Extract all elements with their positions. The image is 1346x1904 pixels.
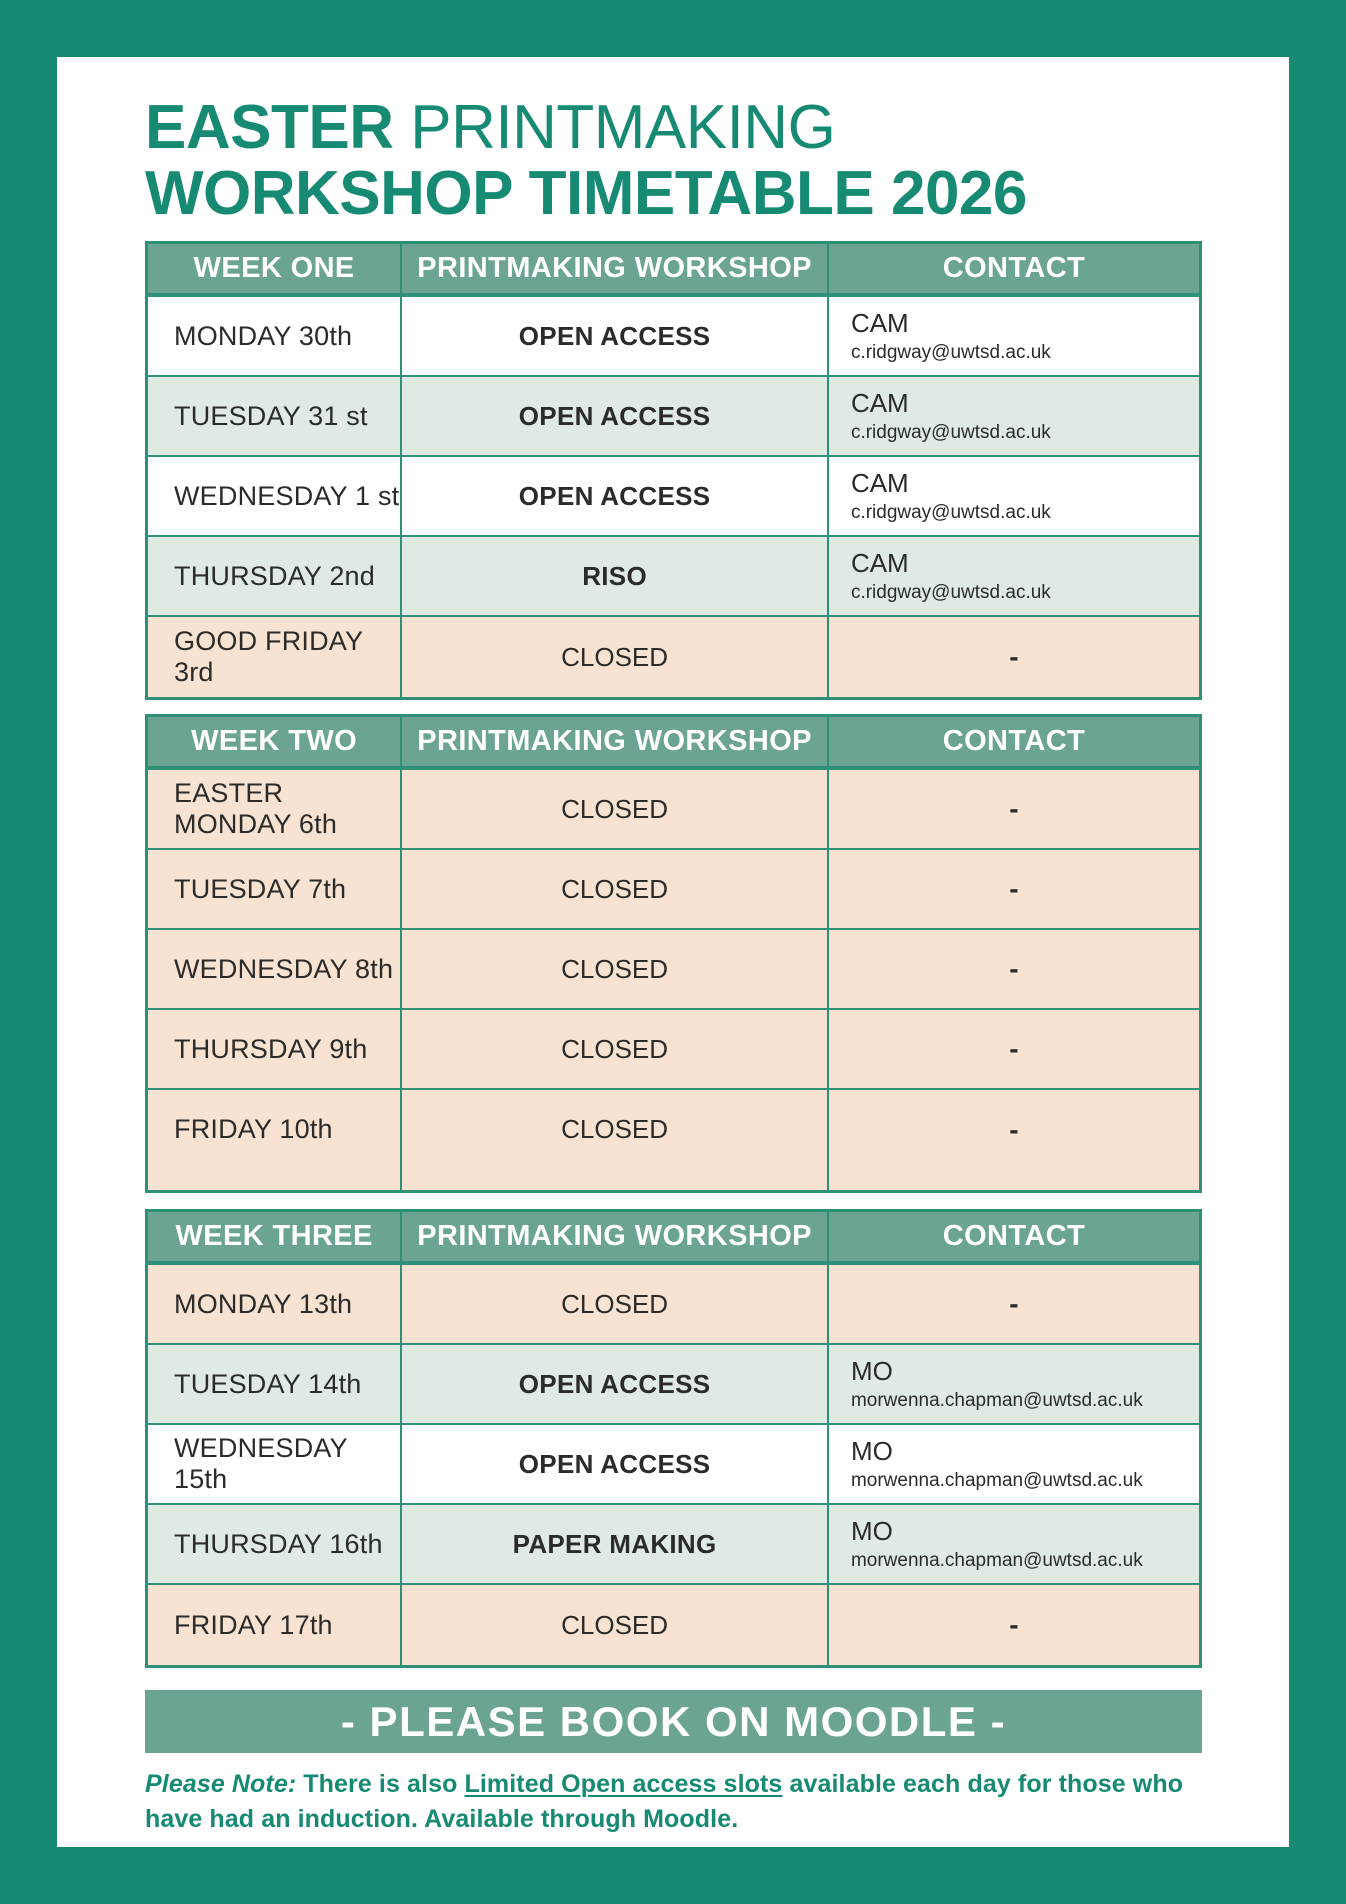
day-cell: EASTER MONDAY 6th: [174, 778, 338, 840]
workshop-cell: CLOSED: [400, 770, 827, 848]
contact-email: c.ridgway@uwtsd.ac.uk: [850, 582, 1051, 604]
table-header-row: [148, 244, 1199, 297]
day-cell: THURSDAY 16th: [174, 1528, 383, 1559]
day-cell: WEDNESDAY 8th: [174, 953, 394, 984]
contact-name: MO: [850, 1516, 893, 1547]
contact-cell: [827, 1345, 1199, 1423]
contact-email: c.ridgway@uwtsd.ac.uk: [850, 502, 1051, 524]
week-label: WEEK ONE: [193, 252, 355, 285]
day-cell: WEDNESDAY 1 st: [174, 480, 400, 511]
contact-cell: -: [827, 1265, 1199, 1343]
contact-name: CAM: [850, 548, 909, 579]
day-cell: FRIDAY 17th: [174, 1609, 333, 1640]
table-row: [148, 615, 1199, 697]
contact-cell: -: [827, 1010, 1199, 1088]
table-row: [148, 297, 1199, 375]
table-header-row: [148, 1212, 1199, 1265]
contact-cell: [827, 1425, 1199, 1503]
day-cell: TUESDAY 7th: [174, 873, 347, 904]
workshop-cell: OPEN ACCESS: [400, 1345, 827, 1423]
workshop-cell: CLOSED: [400, 1010, 827, 1088]
table-row: [148, 455, 1199, 535]
workshop-cell: CLOSED: [400, 1585, 827, 1665]
day-cell: GOOD FRIDAY 3rd: [174, 626, 363, 688]
title-easter: EASTER: [145, 93, 394, 162]
workshop-cell: CLOSED: [400, 850, 827, 928]
contact-cell: -: [827, 1585, 1199, 1665]
workshop-cell: CLOSED: [400, 617, 827, 697]
day-cell: TUESDAY 31 st: [174, 400, 368, 431]
note-body-2: available each day for those who have had an induction. Available through Moodle.: [145, 1770, 1184, 1834]
note-prefix: Please Note:: [145, 1770, 297, 1799]
col-workshop: PRINTMAKING WORKSHOP: [400, 717, 827, 766]
note-link: Limited Open access slots: [464, 1770, 783, 1799]
workshop-cell: PAPER MAKING: [400, 1505, 827, 1583]
table-row: [148, 1088, 1199, 1190]
week-one-table: [145, 241, 1202, 700]
contact-cell: -: [827, 770, 1199, 848]
contact-cell: [827, 297, 1199, 375]
col-contact: CONTACT: [827, 1212, 1199, 1261]
workshop-cell: CLOSED: [400, 930, 827, 1008]
contact-cell: [827, 1505, 1199, 1583]
table-row: [148, 1583, 1199, 1665]
col-contact: CONTACT: [827, 244, 1199, 293]
contact-cell: -: [827, 617, 1199, 697]
day-cell: TUESDAY 14th: [174, 1368, 362, 1399]
contact-cell: [827, 377, 1199, 455]
table-row: [148, 1503, 1199, 1583]
col-contact: CONTACT: [827, 717, 1199, 766]
poster-sheet: [57, 57, 1289, 1847]
contact-email: morwenna.chapman@uwtsd.ac.uk: [850, 1470, 1143, 1492]
week-label: WEEK THREE: [175, 1220, 373, 1253]
contact-name: CAM: [850, 308, 909, 339]
contact-cell: [827, 537, 1199, 615]
workshop-cell: CLOSED: [400, 1265, 827, 1343]
workshop-cell: OPEN ACCESS: [400, 457, 827, 535]
table-row: [148, 928, 1199, 1008]
contact-email: c.ridgway@uwtsd.ac.uk: [850, 422, 1051, 444]
table-row: [148, 375, 1199, 455]
table-header-row: [148, 717, 1199, 770]
table-row: [148, 1008, 1199, 1088]
contact-name: CAM: [850, 388, 909, 419]
week-label: WEEK TWO: [191, 725, 358, 758]
day-cell: FRIDAY 10th: [174, 1114, 333, 1145]
table-row: [148, 1423, 1199, 1503]
page-title: [145, 95, 1289, 226]
workshop-cell: OPEN ACCESS: [400, 377, 827, 455]
workshop-cell: RISO: [400, 537, 827, 615]
day-cell: WEDNESDAY 15th: [174, 1433, 348, 1495]
week-three-table: [145, 1209, 1202, 1668]
contact-cell: -: [827, 850, 1199, 928]
day-cell: MONDAY 13th: [174, 1288, 353, 1319]
contact-cell: -: [827, 1090, 1199, 1190]
note-body-1: There is also: [296, 1770, 465, 1799]
day-cell: MONDAY 30th: [174, 320, 353, 351]
contact-email: morwenna.chapman@uwtsd.ac.uk: [850, 1390, 1143, 1412]
table-row: [148, 848, 1199, 928]
contact-cell: [827, 457, 1199, 535]
title-printmaking: PRINTMAKING: [393, 93, 836, 162]
table-row: [148, 1343, 1199, 1423]
day-cell: THURSDAY 2nd: [174, 560, 375, 591]
col-workshop: PRINTMAKING WORKSHOP: [400, 1212, 827, 1261]
contact-name: CAM: [850, 468, 909, 499]
col-workshop: PRINTMAKING WORKSHOP: [400, 244, 827, 293]
table-row: [148, 1265, 1199, 1343]
table-row: [148, 535, 1199, 615]
table-row: [148, 770, 1199, 848]
title-line-2: WORKSHOP TIMETABLE 2026: [145, 158, 1027, 228]
workshop-cell: OPEN ACCESS: [400, 1425, 827, 1503]
note-text: [145, 1767, 1220, 1837]
workshop-cell: OPEN ACCESS: [400, 297, 827, 375]
contact-cell: -: [827, 930, 1199, 1008]
day-cell: THURSDAY 9th: [174, 1033, 368, 1064]
contact-name: MO: [850, 1436, 893, 1467]
workshop-cell: CLOSED: [400, 1090, 827, 1190]
moodle-banner: - PLEASE BOOK ON MOODLE -: [145, 1690, 1202, 1753]
contact-email: morwenna.chapman@uwtsd.ac.uk: [850, 1550, 1143, 1572]
title-line-1: [145, 95, 1289, 161]
contact-name: MO: [850, 1356, 893, 1387]
contact-email: c.ridgway@uwtsd.ac.uk: [850, 342, 1051, 364]
week-two-table: [145, 714, 1202, 1193]
